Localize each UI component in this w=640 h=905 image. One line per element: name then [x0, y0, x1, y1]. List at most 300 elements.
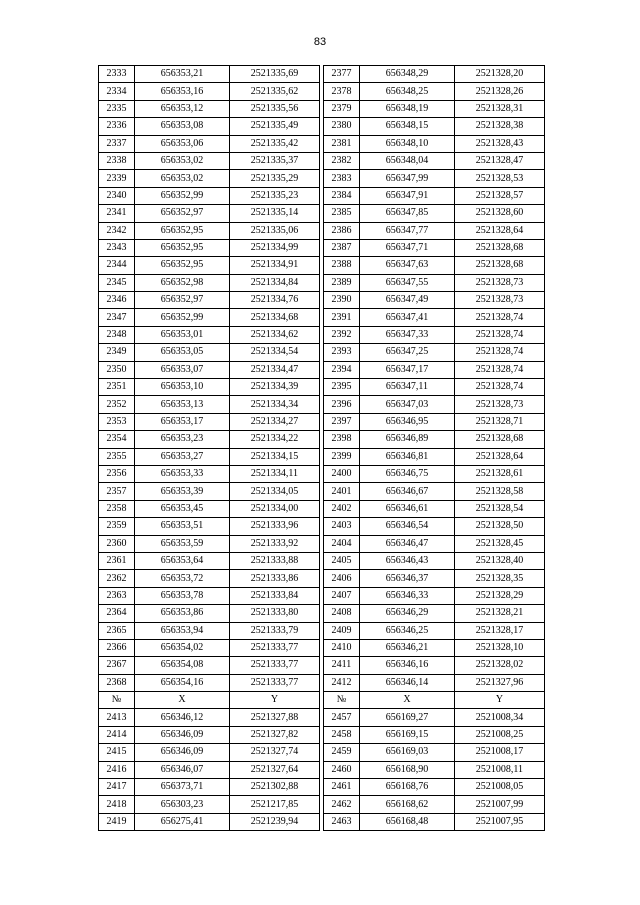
y-coordinate-cell: 2521333,80	[230, 605, 320, 622]
y-coordinate-cell: 2521328,74	[455, 309, 545, 326]
point-number-cell: 2460	[324, 761, 360, 778]
y-coordinate-cell: 2521334,11	[230, 465, 320, 482]
y-coordinate-cell: 2521328,47	[455, 152, 545, 169]
point-number-cell: 2355	[99, 448, 135, 465]
table-row	[99, 257, 545, 274]
x-coordinate-cell: 656346,43	[360, 552, 455, 569]
point-number-cell: 2345	[99, 274, 135, 291]
table-row	[99, 326, 545, 343]
x-coordinate-cell: 656346,25	[360, 622, 455, 639]
y-coordinate-cell: 2521007,95	[455, 813, 545, 830]
table-row	[99, 118, 545, 135]
x-coordinate-cell: 656346,33	[360, 587, 455, 604]
y-coordinate-cell: 2521328,43	[455, 135, 545, 152]
x-coordinate-cell: 656348,19	[360, 100, 455, 117]
point-number-cell: 2358	[99, 500, 135, 517]
x-coordinate-cell: 656169,03	[360, 744, 455, 761]
table-row	[99, 170, 545, 187]
x-coordinate-cell: 656346,81	[360, 448, 455, 465]
x-coordinate-cell: 656354,02	[135, 639, 230, 656]
y-coordinate-cell: 2521327,74	[230, 744, 320, 761]
point-number-cell: 2359	[99, 518, 135, 535]
x-coordinate-cell: 656352,95	[135, 222, 230, 239]
y-coordinate-cell: 2521334,91	[230, 257, 320, 274]
table-row	[99, 448, 545, 465]
point-number-cell: 2459	[324, 744, 360, 761]
y-coordinate-cell: 2521328,45	[455, 535, 545, 552]
x-coordinate-cell: 656346,54	[360, 518, 455, 535]
table-row	[99, 222, 545, 239]
x-coordinate-cell: 656168,48	[360, 813, 455, 830]
x-coordinate-cell: 656346,61	[360, 500, 455, 517]
y-coordinate-cell: 2521328,58	[455, 483, 545, 500]
point-number-cell: 2409	[324, 622, 360, 639]
x-coordinate-cell: 656353,94	[135, 622, 230, 639]
y-coordinate-cell: 2521334,15	[230, 448, 320, 465]
point-number-cell: 2333	[99, 66, 135, 83]
table-row	[99, 292, 545, 309]
point-number-cell: 2408	[324, 605, 360, 622]
point-number-cell: 2364	[99, 605, 135, 622]
x-coordinate-cell: 656353,07	[135, 361, 230, 378]
table-row	[99, 744, 545, 761]
x-coordinate-cell: 656348,29	[360, 66, 455, 83]
point-number-cell: 2411	[324, 657, 360, 674]
y-coordinate-cell: 2521328,31	[455, 100, 545, 117]
y-coordinate-cell: 2521334,84	[230, 274, 320, 291]
y-coordinate-cell: 2521328,74	[455, 379, 545, 396]
point-number-cell: 2389	[324, 274, 360, 291]
x-coordinate-cell: 656352,99	[135, 309, 230, 326]
y-coordinate-cell: 2521328,64	[455, 448, 545, 465]
point-number-cell: 2395	[324, 379, 360, 396]
point-number-cell: 2387	[324, 239, 360, 256]
table-row	[99, 152, 545, 169]
y-coordinate-cell: 2521333,77	[230, 657, 320, 674]
point-number-cell: 2404	[324, 535, 360, 552]
table-row	[99, 135, 545, 152]
table-row	[99, 726, 545, 743]
table-row	[99, 239, 545, 256]
point-number-cell: 2381	[324, 135, 360, 152]
y-coordinate-cell: 2521328,64	[455, 222, 545, 239]
x-coordinate-cell: 656373,71	[135, 779, 230, 796]
point-number-cell: 2403	[324, 518, 360, 535]
y-coordinate-cell: 2521328,29	[455, 587, 545, 604]
x-coordinate-cell: 656353,12	[135, 100, 230, 117]
x-coordinate-cell: 656347,71	[360, 239, 455, 256]
point-number-cell: 2356	[99, 465, 135, 482]
point-number-cell: 2353	[99, 413, 135, 430]
x-coordinate-cell: 656352,99	[135, 187, 230, 204]
point-number-cell: 2362	[99, 570, 135, 587]
x-coordinate-cell: 656346,14	[360, 674, 455, 691]
y-coordinate-cell: 2521335,23	[230, 187, 320, 204]
x-coordinate-cell: 656353,02	[135, 152, 230, 169]
point-number-cell: 2385	[324, 205, 360, 222]
x-coordinate-cell: 656346,21	[360, 639, 455, 656]
point-number-cell: 2401	[324, 483, 360, 500]
table-row	[99, 570, 545, 587]
x-coordinate-cell: 656352,95	[135, 257, 230, 274]
x-coordinate-cell: 656346,07	[135, 761, 230, 778]
x-coordinate-cell: 656354,16	[135, 674, 230, 691]
x-coordinate-cell: 656353,39	[135, 483, 230, 500]
y-coordinate-cell: 2521328,10	[455, 639, 545, 656]
y-coordinate-cell: 2521239,94	[230, 813, 320, 830]
y-coordinate-cell: 2521335,29	[230, 170, 320, 187]
coordinates-table-body	[99, 66, 545, 831]
y-coordinate-cell: 2521008,17	[455, 744, 545, 761]
y-coordinate-cell: 2521328,68	[455, 239, 545, 256]
table-row	[99, 535, 545, 552]
y-coordinate-cell: 2521008,25	[455, 726, 545, 743]
y-coordinate-cell: 2521217,85	[230, 796, 320, 813]
x-coordinate-cell: 656352,97	[135, 292, 230, 309]
x-coordinate-cell: 656353,86	[135, 605, 230, 622]
point-number-cell: 2397	[324, 413, 360, 430]
y-coordinate-cell: 2521333,86	[230, 570, 320, 587]
point-number-cell: 2382	[324, 152, 360, 169]
table-row	[99, 100, 545, 117]
coordinates-table	[98, 65, 545, 831]
point-number-cell: 2340	[99, 187, 135, 204]
number-header: №	[324, 692, 360, 709]
x-coordinate-cell: 656346,16	[360, 657, 455, 674]
y-coordinate-cell: 2521008,34	[455, 709, 545, 726]
x-coordinate-cell: 656353,23	[135, 431, 230, 448]
x-coordinate-cell: 656353,08	[135, 118, 230, 135]
table-row	[99, 483, 545, 500]
x-coordinate-cell: 656352,95	[135, 239, 230, 256]
table-row	[99, 66, 545, 83]
x-coordinate-cell: 656347,25	[360, 344, 455, 361]
y-coordinate-cell: 2521302,88	[230, 779, 320, 796]
point-number-cell: 2352	[99, 396, 135, 413]
point-number-cell: 2463	[324, 813, 360, 830]
point-number-cell: 2378	[324, 83, 360, 100]
y-coordinate-cell: 2521327,64	[230, 761, 320, 778]
y-coordinate-cell: 2521328,35	[455, 570, 545, 587]
y-coordinate-cell: 2521328,21	[455, 605, 545, 622]
x-coordinate-cell: 656168,62	[360, 796, 455, 813]
table-row	[99, 622, 545, 639]
table-row	[99, 379, 545, 396]
point-number-cell: 2458	[324, 726, 360, 743]
point-number-cell: 2407	[324, 587, 360, 604]
y-coordinate-cell: 2521335,37	[230, 152, 320, 169]
x-coordinate-cell: 656353,59	[135, 535, 230, 552]
y-coordinate-cell: 2521334,39	[230, 379, 320, 396]
point-number-cell: 2347	[99, 309, 135, 326]
x-coordinate-cell: 656168,90	[360, 761, 455, 778]
point-number-cell: 2357	[99, 483, 135, 500]
y-coordinate-cell: 2521333,88	[230, 552, 320, 569]
point-number-cell: 2392	[324, 326, 360, 343]
x-coordinate-cell: 656353,06	[135, 135, 230, 152]
point-number-cell: 2388	[324, 257, 360, 274]
y-coordinate-cell: 2521327,88	[230, 709, 320, 726]
table-row	[99, 779, 545, 796]
y-coordinate-cell: 2521333,77	[230, 674, 320, 691]
x-coordinate-cell: 656353,13	[135, 396, 230, 413]
table-row	[99, 657, 545, 674]
y-coordinate-cell: 2521334,54	[230, 344, 320, 361]
y-coordinate-cell: 2521328,74	[455, 344, 545, 361]
point-number-cell: 2354	[99, 431, 135, 448]
point-number-cell: 2366	[99, 639, 135, 656]
point-number-cell: 2461	[324, 779, 360, 796]
y-coordinate-cell: 2521335,56	[230, 100, 320, 117]
table-row	[99, 431, 545, 448]
y-coordinate-cell: 2521328,61	[455, 465, 545, 482]
point-number-cell: 2383	[324, 170, 360, 187]
x-coordinate-cell: 656346,75	[360, 465, 455, 482]
x-coordinate-cell: 656353,33	[135, 465, 230, 482]
x-coordinate-cell: 656347,41	[360, 309, 455, 326]
y-coordinate-cell: 2521333,92	[230, 535, 320, 552]
x-coordinate-cell: 656346,09	[135, 726, 230, 743]
x-coordinate-cell: 656346,29	[360, 605, 455, 622]
y-coordinate-cell: 2521328,74	[455, 361, 545, 378]
x-coordinate-cell: 656352,98	[135, 274, 230, 291]
x-coordinate-cell: 656353,51	[135, 518, 230, 535]
x-coordinate-cell: 656347,03	[360, 396, 455, 413]
y-coordinate-cell: 2521334,34	[230, 396, 320, 413]
point-number-cell: 2336	[99, 118, 135, 135]
point-number-cell: 2344	[99, 257, 135, 274]
y-coordinate-cell: 2521327,82	[230, 726, 320, 743]
y-coordinate-cell: 2521328,54	[455, 500, 545, 517]
number-header: №	[99, 692, 135, 709]
x-coordinate-cell: 656346,12	[135, 709, 230, 726]
table-header-row	[99, 692, 545, 709]
point-number-cell: 2414	[99, 726, 135, 743]
table-row	[99, 500, 545, 517]
point-number-cell: 2365	[99, 622, 135, 639]
point-number-cell: 2337	[99, 135, 135, 152]
y-header: Y	[230, 692, 320, 709]
y-coordinate-cell: 2521328,50	[455, 518, 545, 535]
y-coordinate-cell: 2521335,62	[230, 83, 320, 100]
y-coordinate-cell: 2521328,74	[455, 326, 545, 343]
point-number-cell: 2462	[324, 796, 360, 813]
table-row	[99, 465, 545, 482]
x-coordinate-cell: 656353,45	[135, 500, 230, 517]
point-number-cell: 2363	[99, 587, 135, 604]
table-row	[99, 709, 545, 726]
x-coordinate-cell: 656347,49	[360, 292, 455, 309]
x-coordinate-cell: 656348,25	[360, 83, 455, 100]
x-coordinate-cell: 656352,97	[135, 205, 230, 222]
x-coordinate-cell: 656169,15	[360, 726, 455, 743]
y-coordinate-cell: 2521328,02	[455, 657, 545, 674]
point-number-cell: 2351	[99, 379, 135, 396]
x-coordinate-cell: 656354,08	[135, 657, 230, 674]
y-coordinate-cell: 2521328,17	[455, 622, 545, 639]
point-number-cell: 2380	[324, 118, 360, 135]
x-coordinate-cell: 656303,23	[135, 796, 230, 813]
y-coordinate-cell: 2521335,69	[230, 66, 320, 83]
y-coordinate-cell: 2521335,49	[230, 118, 320, 135]
y-coordinate-cell: 2521328,73	[455, 396, 545, 413]
x-coordinate-cell: 656353,05	[135, 344, 230, 361]
y-coordinate-cell: 2521328,53	[455, 170, 545, 187]
table-row	[99, 274, 545, 291]
y-coordinate-cell: 2521328,73	[455, 274, 545, 291]
table-row	[99, 413, 545, 430]
x-coordinate-cell: 656346,47	[360, 535, 455, 552]
x-coordinate-cell: 656346,09	[135, 744, 230, 761]
point-number-cell: 2400	[324, 465, 360, 482]
table-row	[99, 518, 545, 535]
table-row	[99, 552, 545, 569]
table-row	[99, 187, 545, 204]
point-number-cell: 2339	[99, 170, 135, 187]
table-row	[99, 396, 545, 413]
y-coordinate-cell: 2521328,38	[455, 118, 545, 135]
point-number-cell: 2396	[324, 396, 360, 413]
point-number-cell: 2338	[99, 152, 135, 169]
point-number-cell: 2410	[324, 639, 360, 656]
y-coordinate-cell: 2521007,99	[455, 796, 545, 813]
point-number-cell: 2334	[99, 83, 135, 100]
x-header: X	[360, 692, 455, 709]
y-coordinate-cell: 2521333,77	[230, 639, 320, 656]
y-coordinate-cell: 2521334,05	[230, 483, 320, 500]
x-coordinate-cell: 656346,67	[360, 483, 455, 500]
point-number-cell: 2412	[324, 674, 360, 691]
x-coordinate-cell: 656353,78	[135, 587, 230, 604]
point-number-cell: 2348	[99, 326, 135, 343]
x-coordinate-cell: 656353,64	[135, 552, 230, 569]
y-coordinate-cell: 2521327,96	[455, 674, 545, 691]
x-coordinate-cell: 656347,17	[360, 361, 455, 378]
point-number-cell: 2391	[324, 309, 360, 326]
point-number-cell: 2342	[99, 222, 135, 239]
x-coordinate-cell: 656348,10	[360, 135, 455, 152]
y-coordinate-cell: 2521333,84	[230, 587, 320, 604]
table-row	[99, 344, 545, 361]
point-number-cell: 2379	[324, 100, 360, 117]
y-coordinate-cell: 2521334,68	[230, 309, 320, 326]
point-number-cell: 2418	[99, 796, 135, 813]
y-coordinate-cell: 2521334,47	[230, 361, 320, 378]
table-row	[99, 309, 545, 326]
y-coordinate-cell: 2521328,60	[455, 205, 545, 222]
point-number-cell: 2386	[324, 222, 360, 239]
table-row	[99, 639, 545, 656]
point-number-cell: 2368	[99, 674, 135, 691]
y-coordinate-cell: 2521328,68	[455, 257, 545, 274]
y-coordinate-cell: 2521328,40	[455, 552, 545, 569]
x-coordinate-cell: 656168,76	[360, 779, 455, 796]
page-number: 83	[313, 36, 327, 48]
x-coordinate-cell: 656346,37	[360, 570, 455, 587]
y-coordinate-cell: 2521333,96	[230, 518, 320, 535]
point-number-cell: 2419	[99, 813, 135, 830]
y-coordinate-cell: 2521008,11	[455, 761, 545, 778]
x-coordinate-cell: 656347,85	[360, 205, 455, 222]
y-coordinate-cell: 2521334,27	[230, 413, 320, 430]
y-coordinate-cell: 2521334,99	[230, 239, 320, 256]
x-coordinate-cell: 656347,55	[360, 274, 455, 291]
table-row	[99, 205, 545, 222]
table-row	[99, 761, 545, 778]
point-number-cell: 2399	[324, 448, 360, 465]
x-coordinate-cell: 656275,41	[135, 813, 230, 830]
x-coordinate-cell: 656347,63	[360, 257, 455, 274]
x-coordinate-cell: 656347,99	[360, 170, 455, 187]
y-coordinate-cell: 2521008,05	[455, 779, 545, 796]
point-number-cell: 2390	[324, 292, 360, 309]
x-coordinate-cell: 656353,17	[135, 413, 230, 430]
x-coordinate-cell: 656169,27	[360, 709, 455, 726]
y-coordinate-cell: 2521328,20	[455, 66, 545, 83]
point-number-cell: 2335	[99, 100, 135, 117]
point-number-cell: 2413	[99, 709, 135, 726]
table-row	[99, 796, 545, 813]
point-number-cell: 2416	[99, 761, 135, 778]
point-number-cell: 2341	[99, 205, 135, 222]
y-coordinate-cell: 2521335,06	[230, 222, 320, 239]
y-coordinate-cell: 2521334,62	[230, 326, 320, 343]
y-coordinate-cell: 2521335,14	[230, 205, 320, 222]
point-number-cell: 2367	[99, 657, 135, 674]
x-coordinate-cell: 656348,15	[360, 118, 455, 135]
point-number-cell: 2417	[99, 779, 135, 796]
point-number-cell: 2360	[99, 535, 135, 552]
table-row	[99, 361, 545, 378]
point-number-cell: 2405	[324, 552, 360, 569]
y-coordinate-cell: 2521333,79	[230, 622, 320, 639]
x-coordinate-cell: 656353,02	[135, 170, 230, 187]
y-coordinate-cell: 2521328,57	[455, 187, 545, 204]
x-header: X	[135, 692, 230, 709]
point-number-cell: 2394	[324, 361, 360, 378]
y-coordinate-cell: 2521334,22	[230, 431, 320, 448]
point-number-cell: 2415	[99, 744, 135, 761]
table-row	[99, 605, 545, 622]
y-coordinate-cell: 2521328,68	[455, 431, 545, 448]
point-number-cell: 2349	[99, 344, 135, 361]
point-number-cell: 2346	[99, 292, 135, 309]
x-coordinate-cell: 656347,11	[360, 379, 455, 396]
point-number-cell: 2343	[99, 239, 135, 256]
table-row	[99, 83, 545, 100]
x-coordinate-cell: 656353,21	[135, 66, 230, 83]
x-coordinate-cell: 656347,91	[360, 187, 455, 204]
x-coordinate-cell: 656353,10	[135, 379, 230, 396]
y-coordinate-cell: 2521328,71	[455, 413, 545, 430]
x-coordinate-cell: 656353,01	[135, 326, 230, 343]
x-coordinate-cell: 656347,33	[360, 326, 455, 343]
y-coordinate-cell: 2521334,76	[230, 292, 320, 309]
table-row	[99, 674, 545, 691]
point-number-cell: 2377	[324, 66, 360, 83]
y-coordinate-cell: 2521328,73	[455, 292, 545, 309]
y-coordinate-cell: 2521335,42	[230, 135, 320, 152]
y-coordinate-cell: 2521328,26	[455, 83, 545, 100]
x-coordinate-cell: 656346,89	[360, 431, 455, 448]
y-header: Y	[455, 692, 545, 709]
y-coordinate-cell: 2521334,00	[230, 500, 320, 517]
point-number-cell: 2406	[324, 570, 360, 587]
point-number-cell: 2398	[324, 431, 360, 448]
point-number-cell: 2350	[99, 361, 135, 378]
x-coordinate-cell: 656346,95	[360, 413, 455, 430]
x-coordinate-cell: 656347,77	[360, 222, 455, 239]
